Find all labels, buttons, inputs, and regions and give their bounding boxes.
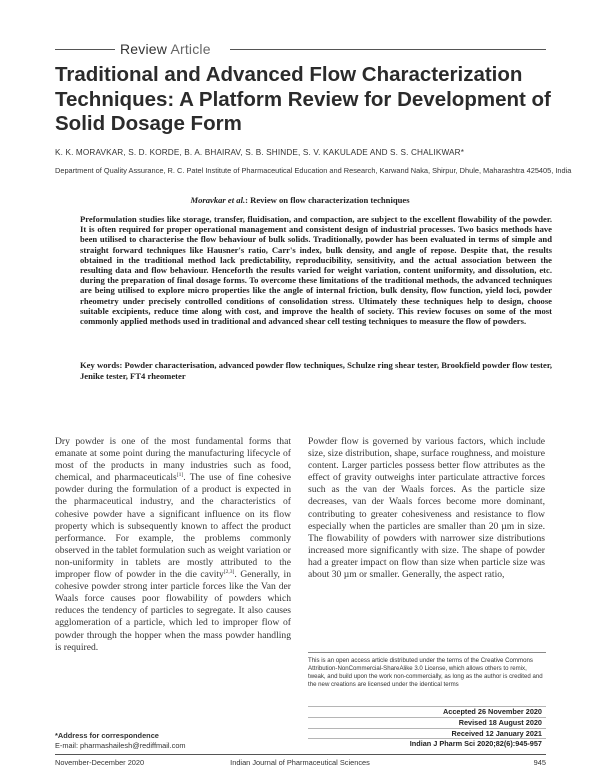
citation-ref[interactable]: [2,3] (223, 568, 235, 575)
accepted-date: Accepted 26 November 2020 (308, 706, 546, 717)
header-rule-right (230, 49, 546, 50)
keywords-text: Powder characterisation, advanced powder flow techniques, Schulze ring shear tester, Brookfield powder flow tester, Jenike tester, FT4 rheometer (80, 360, 552, 381)
page-number: 945 (533, 758, 546, 767)
body-left-part-3: . Generally, in cohesive powder strong inter particle forces like the Van der Waals force causes poor flowability of powders which reduces the tendency of particles to segregate. It also causes agglomeration of a particle, which led to improper flow of powder through the hopper when the mass powder handling is required. (55, 569, 291, 653)
section-label-light: Article (170, 41, 211, 57)
body-left-part-1: Dry powder is one of the most fundamental forms that emanate at some point during the manufacturing lifecycle of most of the products in many industries such as food, chemical, and pharmaceuticals (55, 436, 291, 484)
section-label-strong: Review (120, 41, 168, 57)
correspondence-heading: *Address for correspondence (55, 731, 159, 740)
keywords-label: Key words: (80, 360, 123, 370)
keywords (80, 360, 552, 382)
license-note: This is an open access article distributed under the terms of the Creative Commons Attribution-NonCommercial-ShareAlike 3.0 License, which allows others to remix, tweak, and build upon the work non-commercially, as long as the author is credited and the new creations are licensed under the identical terms (308, 652, 546, 697)
correspondence-email[interactable]: E-mail: pharmashailesh@rediffmail.com (55, 740, 186, 750)
correspondence (55, 731, 291, 750)
footer-issue: November-December 2020 (55, 758, 145, 767)
revised-date: Revised 18 August 2020 (308, 717, 546, 728)
running-title-text: : Review on flow characterization techniques (245, 195, 410, 205)
article-dates (308, 706, 546, 749)
body-column-right: Powder flow is governed by various factors, which include size, size distribution, shape, surface roughness, and moisture content. Larger particles possess better flow attributes as the effect of gravity outweighs inter particulate attractive forces such as the van der Waals forces. As the particle size decreases, van der Waals forces become more dominant, contributing to greater cohesiveness and resistance to flow especially when the particles are smaller than 20 µm in size. The flowability of powders with narrower size distributions increased more significantly with size. The shape of powder had a greater impact on flow than size when particle size was about 30 µm or smaller. Generally, the aspect ratio, (308, 436, 545, 581)
author-list: K. K. MORAVKAR, S. D. KORDE, B. A. BHAIRAV, S. B. SHINDE, S. V. KAKULADE AND S. S. CHALIKWAR* (55, 148, 465, 157)
citation-ref[interactable]: [1] (176, 472, 184, 479)
body-column-left (55, 436, 291, 654)
running-title (0, 195, 600, 205)
citation-line: Indian J Pharm Sci 2020;82(6):945-957 (308, 738, 546, 749)
abstract: Preformulation studies like storage, transfer, fluidisation, and compaction, are subject to the excellent flowability of the powder. It is often required for proper operational management and consistent design of industrial processes. Two basics methods have been utilised to characterise the flow behaviour of bulk solids. Traditionally, powder has been evaluated in terms of simple and straight forward techniques like Hausner's ratio, Carr's index, bulk density, and angle of repose. Despite that, the results obtained in the traditional method lack predictability, reproducibility, sensitivity, and the actual association between the resulting data and flow behaviour. Henceforth the results varied for weight variation, content uniformity, and dissolution, etc. during the preparation of final dosage forms. To overcome these limitations of the traditional methods, the advanced techniques are being utilised to explore micro properties like the angle of internal friction, bulk density, flow function, yield loci, powder rheometry under precisely controlled conditions of consolidation stress. Ultimately these techniques help to design, choose suitable excipients, reduce time along with cost, and improve the health of society. This review focuses on some of the most commonly applied methods used in traditional and advanced shear cell testing techniques to measure the flow of powders. (80, 214, 552, 327)
received-date: Received 12 January 2021 (308, 728, 546, 739)
section-label (120, 41, 211, 57)
affiliation: Department of Quality Assurance, R. C. Patel Institute of Pharmaceutical Education and Research, Karwand Naka, Shirpur, Dhule, Maharashtra 425405, India (55, 166, 572, 175)
running-author: Moravkar et al. (190, 195, 246, 205)
body-left-part-2: . The use of fine cohesive powder during the formulation of a product is expected in the pharmaceutical industry, and the characteristics of cohesive powder have a significant influence on its flow property which is subsequently known to affect the product performance. For example, the problems commonly observed in the tablet formulation such as weight variation or non-uniformity in tablets are mostly attributed to the improper flow of powder in the die cavity (55, 472, 291, 581)
footer-journal: Indian Journal of Pharmaceutical Sciences (230, 758, 370, 767)
article-title: Traditional and Advanced Flow Characterization Techniques: A Platform Review for Development of Solid Dosage Form (55, 63, 551, 135)
footer-rule (55, 754, 546, 755)
header-rule-left (55, 49, 115, 50)
